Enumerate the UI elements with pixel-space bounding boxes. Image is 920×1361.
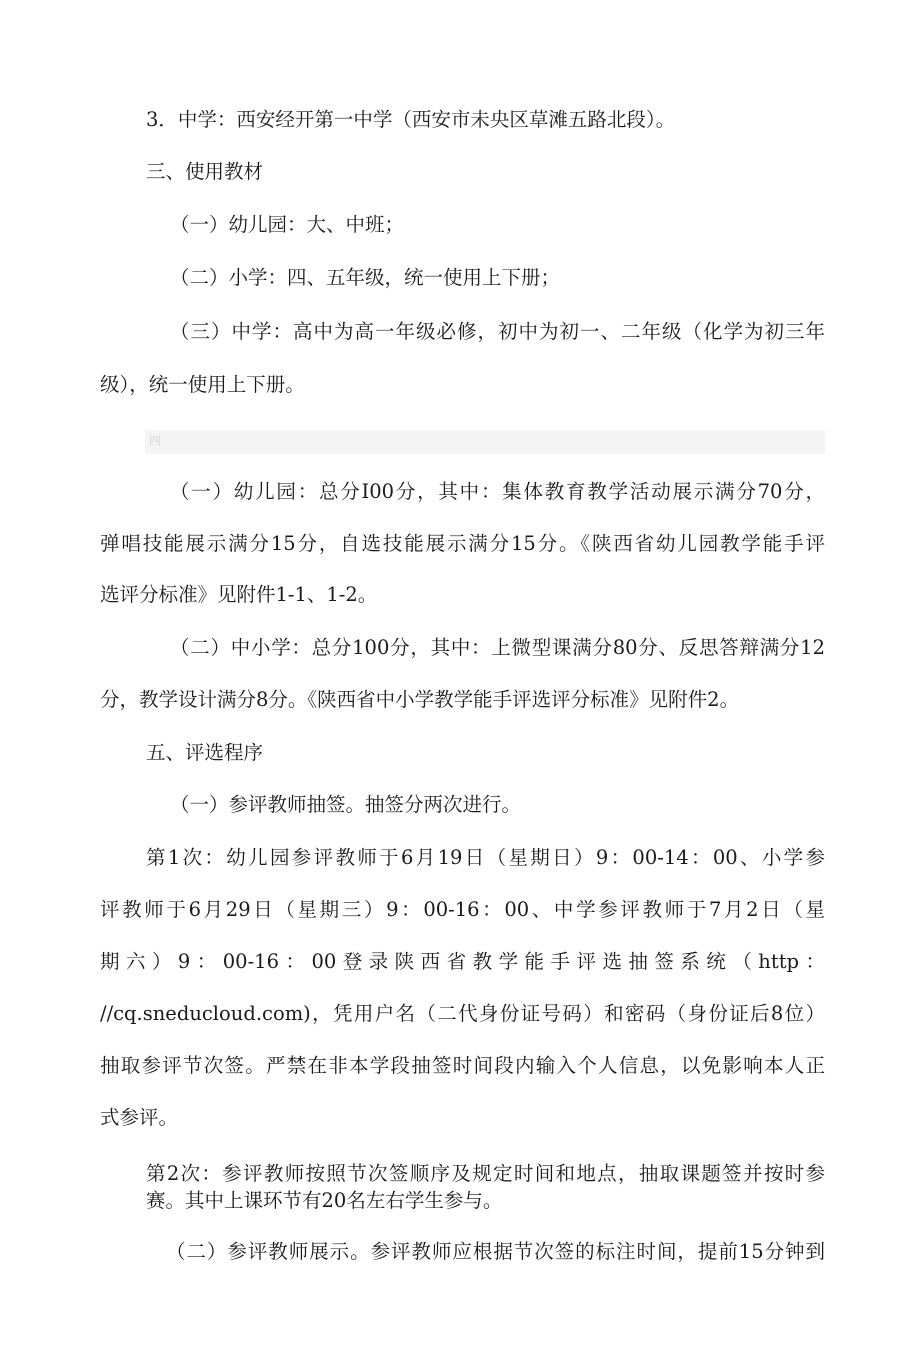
- paragraph-draw2-line2: 赛。其中上课环节有20名左右学生参与。: [146, 1189, 503, 1212]
- paragraph-venue-middle-school: 3．中学：西安经开第一中学（西安市未央区草滩五路北段）。: [146, 108, 676, 131]
- section-heading-scoring-text: 四: [149, 434, 162, 448]
- paragraph-textbook-middle-line2: 级），统一使用上下册。: [100, 373, 305, 396]
- section-heading-scoring-faded: [145, 430, 825, 454]
- paragraph-procedure-draw: （一）参评教师抽签。抽签分两次进行。: [170, 793, 522, 816]
- paragraph-draw2-line1: 第2次：参评教师按照节次签顺序及规定时间和地点，抽取课题签并按时参: [146, 1162, 825, 1185]
- paragraph-draw1-line6: 式参评。: [100, 1106, 179, 1129]
- paragraph-textbook-middle-line1: （三）中学：高中为高一年级必修，初中为初一、二年级（化学为初三年: [170, 320, 825, 343]
- section-heading-procedure: 五、评选程序: [146, 741, 264, 764]
- paragraph-score-kindergarten-line3: 选评分标准》见附件1-1、1-2。: [100, 583, 378, 606]
- paragraph-textbook-kindergarten: （一）幼儿园：大、中班；: [170, 213, 405, 236]
- paragraph-score-kindergarten-line2: 弹唱技能展示满分15分，自选技能展示满分15分。《陕西省幼儿园教学能手评: [100, 532, 825, 555]
- paragraph-draw1-line4: //cq.sneducloud.com)，凭用户名（二代身份证号码）和密码（身份证后8位）: [100, 1002, 825, 1025]
- paragraph-draw1-line2: 评教师于6月29日（星期三）9：00-16：00、中学参评教师于7月2日（星: [100, 898, 825, 921]
- paragraph-procedure-show: （二）参评教师展示。参评教师应根据节次签的标注时间，提前15分钟到: [166, 1240, 825, 1263]
- paragraph-score-school-line2: 分，教学设计满分8分。《陕西省中小学教学能手评选评分标准》见附件2。: [100, 688, 740, 711]
- paragraph-draw1-line1: 第1次：幼儿园参评教师于6月19日（星期日）9：00-14：00、小学参: [146, 846, 825, 869]
- section-heading-textbooks: 三、使用教材: [146, 160, 264, 183]
- paragraph-score-school-line1: （二）中小学：总分100分，其中：上微型课满分80分、反思答辩满分12: [170, 636, 825, 659]
- paragraph-draw1-line3: 期六）9：00-16：00登录陕西省教学能手评选抽签系统（http：: [100, 950, 825, 973]
- paragraph-draw1-line5: 抽取参评节次签。严禁在非本学段抽签时间段内输入个人信息，以免影响本人正: [100, 1054, 825, 1077]
- paragraph-score-kindergarten-line1: （一）幼儿园：总分I00分，其中：集体教育教学活动展示满分70分，: [170, 480, 825, 503]
- paragraph-textbook-primary: （二）小学：四、五年级，统一使用上下册；: [170, 266, 561, 289]
